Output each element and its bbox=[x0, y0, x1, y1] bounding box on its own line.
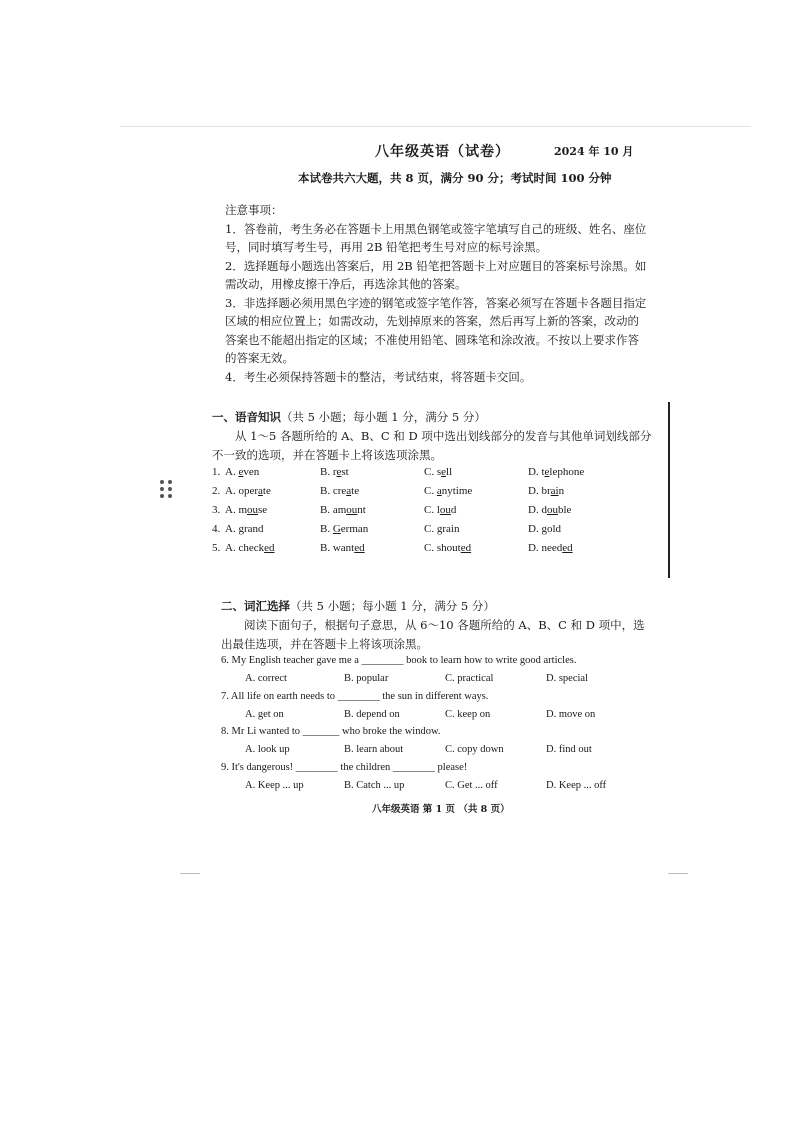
exam-subtitle: 本试卷共六大题，共 8 页，满分 90 分；考试时间 100 分钟 bbox=[298, 171, 612, 185]
crop-mark-right bbox=[668, 873, 688, 874]
option-c[interactable]: C. loud bbox=[424, 504, 457, 516]
exam-title: 八年级英语（试卷） bbox=[375, 144, 510, 160]
option-a[interactable]: A. correct bbox=[245, 673, 287, 684]
option-b[interactable]: B. popular bbox=[344, 673, 389, 684]
question-number: 3. bbox=[212, 504, 221, 516]
question-number: 4. bbox=[212, 523, 221, 535]
section-2-sub: （共 5 小题；每小题 1 分，满分 5 分） bbox=[290, 599, 495, 613]
note-item: 1．答卷前，考生务必在答题卡上用黑色钢笔或签字笔填写自己的班级、姓名、座位号，同时填写考生号，再用 2B 铅笔把考生号对应的标号涂黑。 bbox=[225, 221, 647, 254]
option-c[interactable]: C. keep on bbox=[445, 709, 491, 720]
question-number: 5. bbox=[212, 542, 221, 554]
option-b[interactable]: B. German bbox=[320, 523, 369, 535]
note-item: 4．考生必须保持答题卡的整洁，考试结束，将答题卡交回。 bbox=[225, 369, 532, 384]
question-row bbox=[212, 485, 652, 502]
margin-bar bbox=[668, 402, 670, 578]
option-b[interactable]: B. learn about bbox=[344, 744, 404, 755]
question-row bbox=[212, 504, 652, 521]
question-number: 1. bbox=[212, 466, 221, 478]
section-1-sub: （共 5 小题；每小题 1 分，满分 5 分） bbox=[281, 410, 486, 424]
option-d[interactable]: D. telephone bbox=[528, 466, 585, 478]
option-c[interactable]: C. anytime bbox=[424, 485, 473, 497]
question-stem: 7. All life on earth needs to ________ the sun in different ways. bbox=[221, 691, 489, 702]
exam-date: 2024 年 10 月 bbox=[554, 145, 634, 158]
option-a[interactable]: A. mouse bbox=[225, 504, 268, 516]
option-a[interactable]: A. operate bbox=[225, 485, 271, 497]
section-1-heading bbox=[212, 409, 486, 425]
notes-heading: 注意事项： bbox=[225, 203, 283, 217]
option-a[interactable]: A. even bbox=[225, 466, 260, 478]
notes-block bbox=[225, 201, 650, 386]
option-d[interactable]: D. find out bbox=[546, 744, 592, 755]
drag-handle-icon[interactable] bbox=[160, 480, 172, 498]
option-d[interactable]: D. needed bbox=[528, 542, 573, 554]
option-c[interactable]: C. Get ... off bbox=[445, 780, 498, 791]
options-row bbox=[245, 744, 665, 760]
option-b[interactable]: B. create bbox=[320, 485, 360, 497]
option-d[interactable]: D. special bbox=[546, 673, 588, 684]
option-d[interactable]: D. double bbox=[528, 504, 572, 516]
question-stem: 6. My English teacher gave me a ________ book to learn how to write good articles. bbox=[221, 655, 577, 666]
option-a[interactable]: A. Keep ... up bbox=[245, 780, 304, 791]
option-a[interactable]: A. get on bbox=[245, 709, 284, 720]
option-a[interactable]: A. checked bbox=[225, 542, 275, 554]
option-d[interactable]: D. Keep ... off bbox=[546, 780, 607, 791]
question-row bbox=[212, 542, 652, 559]
option-d[interactable]: D. brain bbox=[528, 485, 565, 497]
top-divider bbox=[120, 126, 751, 127]
option-c[interactable]: C. sell bbox=[424, 466, 453, 478]
section-2-heading bbox=[221, 598, 495, 614]
option-b[interactable]: B. wanted bbox=[320, 542, 365, 554]
option-a[interactable]: A. look up bbox=[245, 744, 290, 755]
option-c[interactable]: C. shouted bbox=[424, 542, 472, 554]
options-row bbox=[245, 709, 665, 725]
option-b[interactable]: B. depend on bbox=[344, 709, 400, 720]
section-1-title: 一、语音知识 bbox=[212, 410, 281, 424]
question-stem: 8. Mr Li wanted to _______ who broke the window. bbox=[221, 726, 441, 737]
page-footer: 八年级英语 第 1 页 （共 8 页） bbox=[372, 804, 510, 815]
option-d[interactable]: D. gold bbox=[528, 523, 562, 535]
question-stem: 9. It's dangerous! ________ the children ________ please! bbox=[221, 762, 468, 773]
section-2-title: 二、词汇选择 bbox=[221, 599, 290, 613]
question-number: 2. bbox=[212, 485, 221, 497]
question-row bbox=[212, 466, 652, 483]
section-1-instruction: 从 1～5 各题所给的 A、B、C 和 D 项中选出划线部分的发音与其他单词划线部分不一致的选项，并在答题卡上将该选项涂黑。 bbox=[212, 429, 652, 462]
option-b[interactable]: B. amount bbox=[320, 504, 366, 516]
section-2-instruction: 阅读下面句子，根据句子意思，从 6～10 各题所给的 A、B、C 和 D 项中，选出最佳选项，并在答题卡上将该项涂黑。 bbox=[221, 618, 645, 651]
option-b[interactable]: B. rest bbox=[320, 466, 349, 478]
option-a[interactable]: A. grand bbox=[225, 523, 264, 535]
question-row bbox=[212, 523, 652, 540]
options-row bbox=[245, 780, 665, 796]
options-row bbox=[245, 673, 665, 689]
option-c[interactable]: C. practical bbox=[445, 673, 494, 684]
crop-mark-left bbox=[180, 873, 200, 874]
option-c[interactable]: C. copy down bbox=[445, 744, 504, 755]
note-item: 3．非选择题必须用黑色字迹的钢笔或签字笔作答，答案必须写在答题卡各题目指定区域的相应位置上；如需改动，先划掉原来的答案，然后再写上新的答案，改动的答案也不能超出指定的区域；不准使用铅笔、圆珠笔和涂改液。不按以上要求作答的答案无效。 bbox=[225, 295, 647, 365]
option-d[interactable]: D. move on bbox=[546, 709, 596, 720]
note-item: 2．选择题每小题选出答案后，用 2B 铅笔把答题卡上对应题目的答案标号涂黑。如需改动，用橡皮擦干净后，再选涂其他的答案。 bbox=[225, 258, 647, 291]
option-b[interactable]: B. Catch ... up bbox=[344, 780, 405, 791]
option-c[interactable]: C. grain bbox=[424, 523, 460, 535]
